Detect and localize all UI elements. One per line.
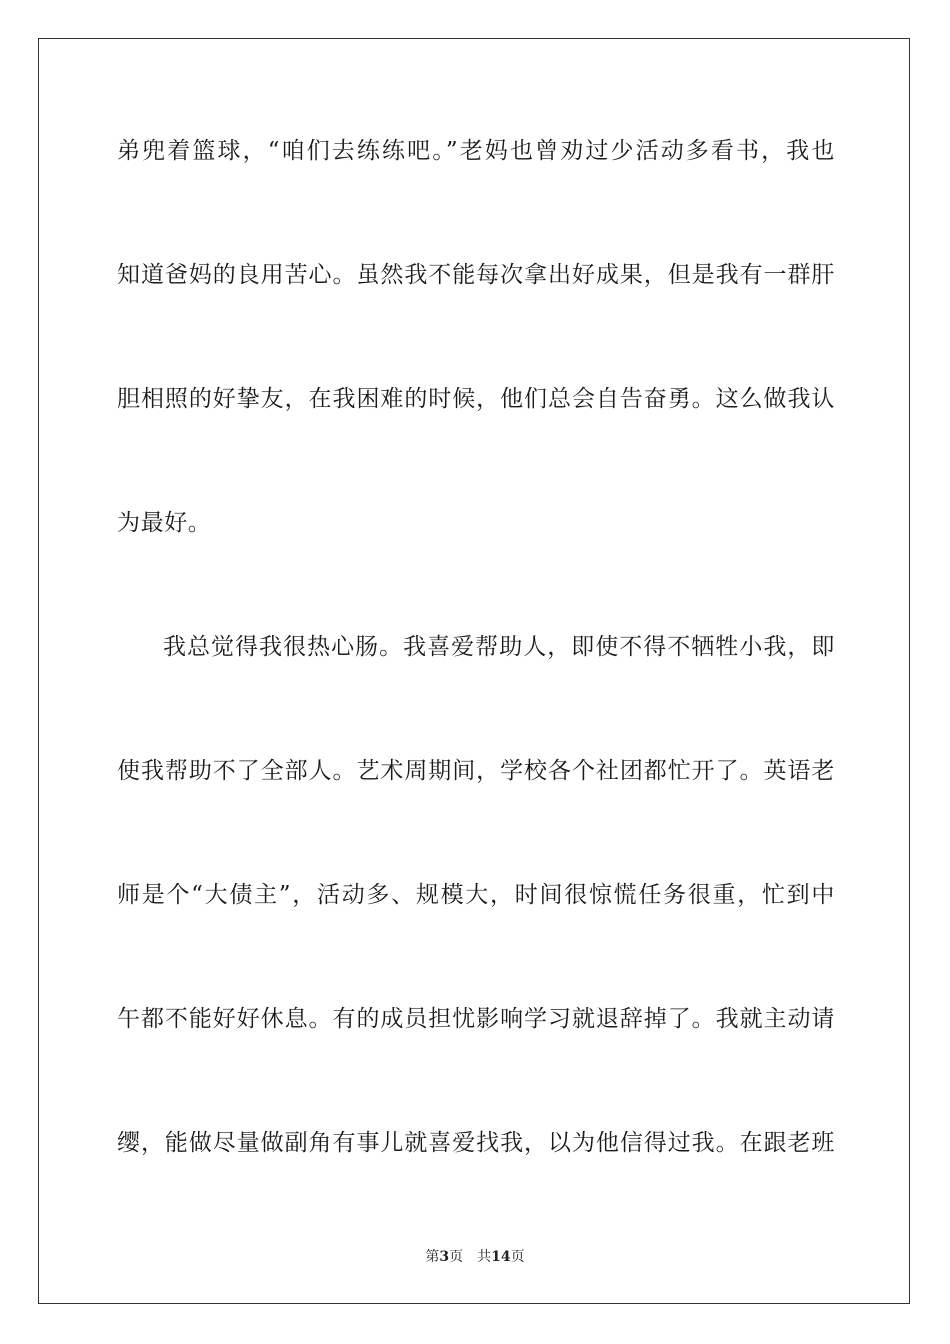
total-pages: 14 <box>491 1249 511 1265</box>
body-text-line: 师是个“大债主”，活动多、规模大，时间很惊慌任务很重，忙到中 <box>117 882 835 908</box>
page-border <box>38 38 910 1304</box>
body-text-line: 知道爸妈的良用苦心。虽然我不能每次拿出好成果，但是我有一群肝 <box>117 262 835 288</box>
body-text-line: 午都不能好好休息。有的成员担忧影响学习就退辞掉了。我就主动请 <box>117 1006 835 1032</box>
page-number: 3 <box>439 1249 450 1265</box>
body-text-line: 胆相照的好挚友，在我困难的时候，他们总会自告奋勇。这么做我认 <box>117 386 835 412</box>
body-text-line: 为最好。 <box>117 510 212 536</box>
page-prefix: 第 <box>425 1249 440 1265</box>
body-text-line: 使我帮助不了全部人。艺术周期间，学校各个社团都忙开了。英语老 <box>117 758 835 784</box>
body-text-line: 弟兜着篮球，“咱们去练练吧。”老妈也曾劝过少活动多看书，我也 <box>117 138 835 164</box>
total-suffix: 页 <box>510 1249 525 1265</box>
page-footer <box>0 1247 950 1267</box>
total-prefix: 共 <box>477 1249 492 1265</box>
page-suffix: 页 <box>449 1249 464 1265</box>
paragraph-first-line: 我总觉得我很热心肠。我喜爱帮助人，即使不得不牺牲小我，即 <box>163 634 835 660</box>
body-text-line: 缨，能做尽量做副角有事儿就喜爱找我，以为他信得过我。在跟老班 <box>117 1130 835 1156</box>
